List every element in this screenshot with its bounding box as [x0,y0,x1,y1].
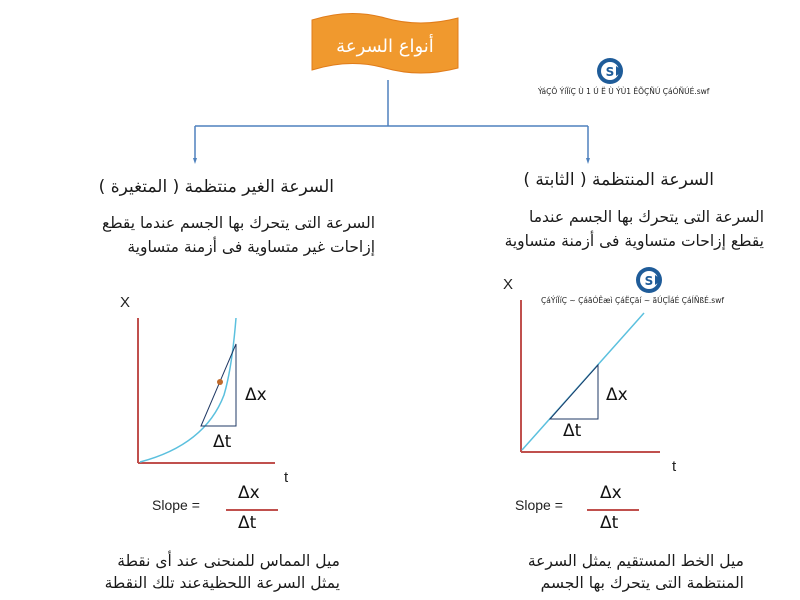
right-definition [424,205,764,253]
connector-lines [195,80,588,158]
right-note-line1: ميل الخط المستقيم يمثل السرعة [527,552,744,570]
play-icon-top[interactable] [597,58,623,84]
left-x-axis-label: t [284,469,289,486]
left-definition-line2: إزاحات غير متساوية فى أزمنة متساوية [127,238,375,256]
left-note-line1: ميل المماس للمنحنى عند أى نقطة [117,552,340,570]
right-definition-line1: السرعة التى يتحرك بها الجسم عندما [529,208,764,226]
play-icon-graph[interactable] [636,267,662,293]
left-fraction-bar [226,509,278,511]
svg-text:S: S [605,65,615,79]
left-triangle [201,344,236,426]
left-heading: السرعة الغير منتظمة ( المتغيرة ) [98,177,334,197]
right-fraction-bar [587,509,639,511]
right-slope-label: Slope = [515,497,563,513]
tangent-point [217,379,223,385]
swf-link-top[interactable]: ÝáÇÔ ÝíÏíÇ Ù 1 Ú Ë Ù ÝÙ1 ÊÕÇÑÚ ÇáÓÑÚÉ.swf [538,87,710,96]
left-delta-t: Δt [213,432,232,452]
left-slope-denominator: Δt [238,513,257,533]
right-delta-x: Δx [606,385,628,405]
right-y-axis-label: X [503,276,514,293]
svg-text:S: S [644,274,654,288]
right-slope-numerator: Δx [600,483,622,503]
left-delta-x: Δx [245,385,267,405]
left-slope-numerator: Δx [238,483,260,503]
left-definition [0,211,375,259]
right-delta-t: Δt [563,421,582,441]
right-note [528,550,744,594]
arrow-left-head [193,158,197,164]
right-note-line2: المنتظمة التى يتحرك بها الجسم [540,574,744,592]
right-triangle [550,365,598,419]
right-heading: السرعة المنتظمة ( الثابتة ) [523,170,714,190]
page-title: أنواع السرعة [336,35,434,57]
right-x-axis-label: t [672,458,677,475]
left-note [105,550,340,594]
right-slope-denominator: Δt [600,513,619,533]
left-note-line2: يمثل السرعة اللحظيةعند تلك النقطة [104,574,340,592]
arrow-right-head [586,158,590,164]
left-slope-label: Slope = [152,497,200,513]
right-graph [521,300,660,452]
left-definition-line1: السرعة التى يتحرك بها الجسم عندما يقطع [101,214,375,232]
left-y-axis-label: X [120,294,131,311]
right-definition-line2: يقطع إزاحات متساوية فى أزمنة متساوية [504,232,764,250]
swf-link-graph[interactable]: ÇáÝíÏíÇ ~ ÇáãÓÊæì ÇáËÇäí ~ ãÚÇÏáÉ ÇáÍÑßÉ.swf [541,296,724,305]
